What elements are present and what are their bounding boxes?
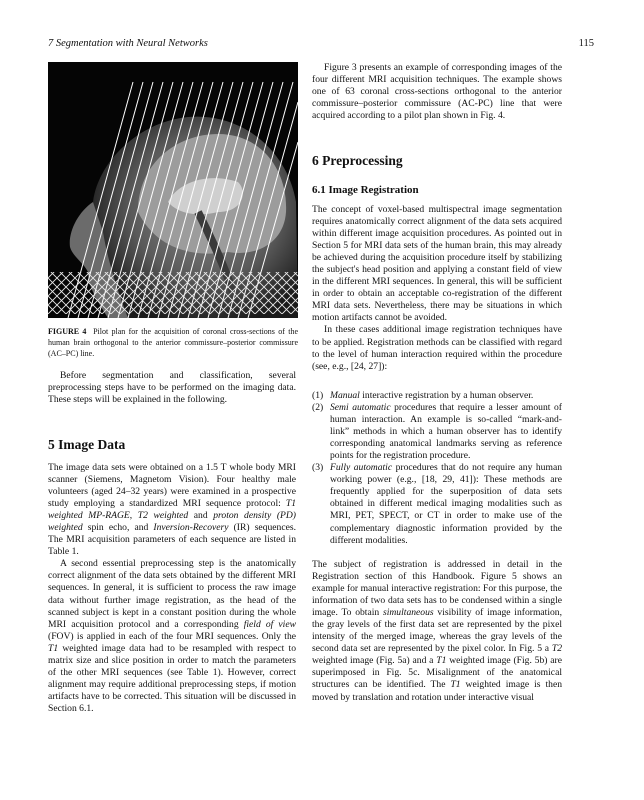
list-item: (2) Semi automatic procedures that require a lesser amount of human interaction. An example is so-called “mark-and-link” methods in which a human observer has to identify corresponding anatomical landmarks serving as reference points for the registration procedure. <box>312 402 562 462</box>
right-column-body <box>312 204 562 373</box>
running-header-title: 7 Segmentation with Neural Networks <box>48 38 208 49</box>
right-column-intro <box>312 62 562 122</box>
left-column-body <box>48 462 296 715</box>
right-paragraph-1: Figure 3 presents an example of corresponding images of the four different MRI acquisition techniques. The example shows one of 63 coronal cross-sections orthogonal to the anterior commissure–posterior commissure (AC-PC) line that were acquired according to a pilot plan shown in Fig. 4. <box>312 62 562 122</box>
right-paragraph-2: The concept of voxel-based multispectral image segmentation requires anatomically correct alignment of the data sets acquired within different image acquisition procedures. As pointed out in Section 5 for MRI data sets of the human brain, this may already be achieved during the acquisition procedure itself by stabilizing the subject's head position and applying a constant field of view in the different MRI sequences. In general, this will be sufficient in order to obtain an acceptable co-registration of the different MRI data sets. Nevertheless, there may be situations in which motion artifacts cannot be avoided. <box>312 204 562 324</box>
registration-methods-list <box>312 390 562 547</box>
left-paragraph-2: The image data sets were obtained on a 1.5 T whole body MRI scanner (Siemens, Magnetom Vision). Four healthy male volunteers (aged 24–32 years) were examined in a prospective study employing a standardized MRI sequence protocol: T1 weighted MP-RAGE, T2 weighted and proton density (PD) weighted spin echo, and Inversion-Recovery (IR) sequences. The MRI acquisition parameters of each sequence are listed in Table 1. <box>48 462 296 558</box>
right-paragraph-4: The subject of registration is addressed in detail in the Registration section of this Handbook. Figure 5 shows an example for manual interactive registration: For this purpose, the information of two data sets has to be condensed within a single image. To obtain simultaneous visibility of image information, the gray levels of the first data set are represented by the pixel intensity of the merged image, whereas the gray levels of the second data set are represented by the pixel color. In Fig. 5 a T2 weighted image (Fig. 5a) and a T1 weighted image (Fig. 5b) are superimposed in Fig. 5c. Misalignment of the anatomical structures can be identified. The T1 weighted image is then moved by translation and rotation under interactive visual <box>312 559 562 703</box>
right-paragraph-3: In these cases additional image registration techniques have to be applied. Registration methods can be classified with regard to the level of human interaction required within the procedure (see, e.g., [24, 27]): <box>312 324 562 372</box>
figure-caption-text: Pilot plan for the acquisition of coronal cross-sections of the human brain orthogonal to the anterior commissure–posterior commissure (AC–PC) line. <box>48 327 298 358</box>
figure-caption-label: FIGURE 4 <box>48 327 87 336</box>
section-6-heading: 6 Preprocessing <box>312 153 403 168</box>
left-paragraph-3: A second essential preprocessing step is the anatomically correct alignment of the data sets obtained by the different MRI sequences. In general, it is sufficient to process the raw image data without further image registration, as the head of the scanned subject is kept in a constant position during the whole MRI acquisition protocol and a corresponding field of view (FOV) is applied in each of the four MRI sequences. Only the T1 weighted image data had to be resampled with respect to matrix size and slice position in order to match the parameters of the other MRI sequences (see Table 1). However, correct alignment may require additional preprocessing steps, if motion artifacts have to be corrected. This situation will be discussed in Section 6.1. <box>48 558 296 714</box>
left-paragraph-1: Before segmentation and classification, several preprocessing steps have to be performed on the imaging data. These steps will be explained in the following. <box>48 370 296 406</box>
figure-caption <box>48 326 298 359</box>
section-6-1-heading: 6.1 Image Registration <box>312 184 419 196</box>
left-column <box>48 370 296 406</box>
mri-pilot-plan-figure <box>48 62 298 318</box>
list-item: (3) Fully automatic procedures that do not require any human working power (e.g., [18, 29, 41]): These methods are frequently applied for the superposition of data sets obtained in different medical imaging modalities such as MRI, PET, SPECT, or CT in order to make use of the complementary diagnostic information provided by the different modalities. <box>312 462 562 546</box>
section-5-heading: 5 Image Data <box>48 437 126 452</box>
list-item: (1) Manual interactive registration by a human observer. <box>312 390 534 401</box>
right-column-final <box>312 559 562 704</box>
mri-image <box>48 62 298 318</box>
page-number: 115 <box>578 38 594 49</box>
